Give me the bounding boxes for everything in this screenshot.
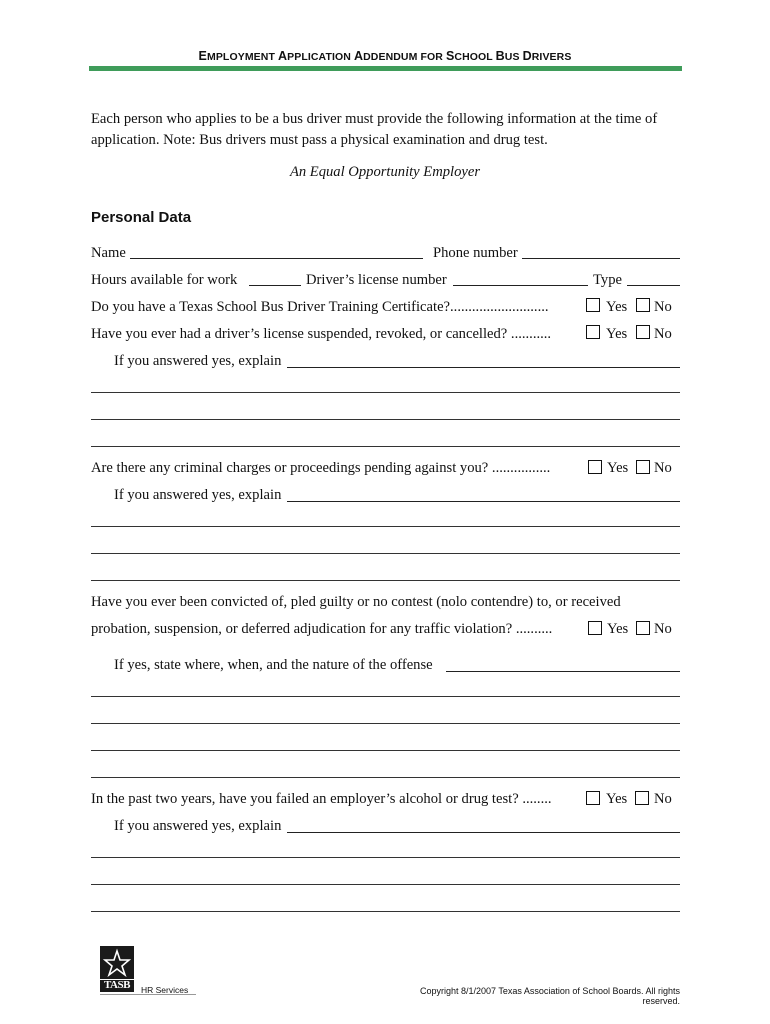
title-part: APPLICATION <box>277 49 354 63</box>
logo-subtitle: HR Services <box>141 985 189 995</box>
drugtest-yes-checkbox[interactable] <box>586 791 600 805</box>
title-part: SCHOOL <box>445 49 496 63</box>
answer-line[interactable] <box>91 419 680 420</box>
name-label: Name <box>91 245 126 261</box>
explain-label: If you answered yes, explain <box>114 818 282 834</box>
no-label: No <box>654 299 672 315</box>
title-part: EMPLOYMENT <box>198 49 278 63</box>
convicted-no-checkbox[interactable] <box>636 621 650 635</box>
section-heading: Personal Data <box>91 209 192 226</box>
certificate-yes-checkbox[interactable] <box>586 298 600 312</box>
answer-line[interactable] <box>91 750 680 751</box>
logo-text: TASB <box>104 979 130 991</box>
no-label: No <box>654 460 672 476</box>
offense-label: If yes, state where, when, and the nature of the offense <box>114 657 433 673</box>
explain-field[interactable] <box>287 832 680 833</box>
suspended-no-checkbox[interactable] <box>636 325 650 339</box>
no-label: No <box>654 791 672 807</box>
explain-label: If you answered yes, explain <box>114 353 282 369</box>
question-criminal-charges: Are there any criminal charges or proceedings pending against you? ................ <box>91 460 551 476</box>
explain-field[interactable] <box>287 501 680 502</box>
suspended-yes-checkbox[interactable] <box>586 325 600 339</box>
criminal-yes-checkbox[interactable] <box>588 460 602 474</box>
equal-opportunity-text: An Equal Opportunity Employer <box>289 164 481 180</box>
hours-field[interactable] <box>249 285 301 286</box>
explain-label: If you answered yes, explain <box>114 487 282 503</box>
answer-line[interactable] <box>91 392 680 393</box>
header-rule <box>89 66 682 71</box>
answer-line[interactable] <box>91 526 680 527</box>
convicted-yes-checkbox[interactable] <box>588 621 602 635</box>
yes-label: Yes <box>606 326 628 342</box>
phone-label: Phone number <box>433 245 518 261</box>
yes-label: Yes <box>606 791 628 807</box>
tasb-logo <box>100 946 134 992</box>
yes-label: Yes <box>606 299 628 315</box>
title-part: BUS <box>495 49 523 63</box>
type-label: Type <box>593 272 622 288</box>
answer-line[interactable] <box>91 777 680 778</box>
copyright-text: Copyright 8/1/2007 Texas Association of School Boards. All rights reserved. <box>420 986 680 1006</box>
license-label: Driver’s license number <box>306 272 447 288</box>
question-license-suspended: Have you ever had a driver’s license suspended, revoked, or cancelled? ........... <box>91 326 552 342</box>
answer-line[interactable] <box>91 580 680 581</box>
hours-label: Hours available for work <box>91 272 238 288</box>
answer-line[interactable] <box>91 911 680 912</box>
type-field[interactable] <box>627 285 680 286</box>
question-drug-test: In the past two years, have you failed an employer’s alcohol or drug test? ........ <box>91 791 552 807</box>
license-field[interactable] <box>453 285 588 286</box>
footer-rule <box>100 994 196 995</box>
no-label: No <box>654 621 672 637</box>
intro-paragraph: Each person who applies to be a bus driver must provide the following information at the time of application. Note: Bus drivers must pass a physical examination and drug test. <box>91 111 658 148</box>
answer-line[interactable] <box>91 723 680 724</box>
answer-line[interactable] <box>91 857 680 858</box>
offense-field[interactable] <box>446 671 680 672</box>
drugtest-no-checkbox[interactable] <box>635 791 649 805</box>
name-field[interactable] <box>130 258 423 259</box>
question-convicted-line2: probation, suspension, or deferred adjudication for any traffic violation? .......... <box>91 621 553 637</box>
question-certificate: Do you have a Texas School Bus Driver Training Certificate?........................... <box>91 299 549 315</box>
answer-line[interactable] <box>91 553 680 554</box>
yes-label: Yes <box>607 621 629 637</box>
answer-line[interactable] <box>91 446 680 447</box>
answer-line[interactable] <box>91 884 680 885</box>
criminal-no-checkbox[interactable] <box>636 460 650 474</box>
certificate-no-checkbox[interactable] <box>636 298 650 312</box>
title-part: ADDENDUM FOR <box>353 49 446 63</box>
form-title <box>0 49 770 63</box>
answer-line[interactable] <box>91 696 680 697</box>
no-label: No <box>654 326 672 342</box>
question-convicted-line1: Have you ever been convicted of, pled guilty or no contest (nolo contendre) to, or received <box>91 594 621 610</box>
yes-label: Yes <box>607 460 629 476</box>
title-part: DRIVERS <box>522 49 572 63</box>
explain-field[interactable] <box>287 367 680 368</box>
phone-field[interactable] <box>522 258 680 259</box>
